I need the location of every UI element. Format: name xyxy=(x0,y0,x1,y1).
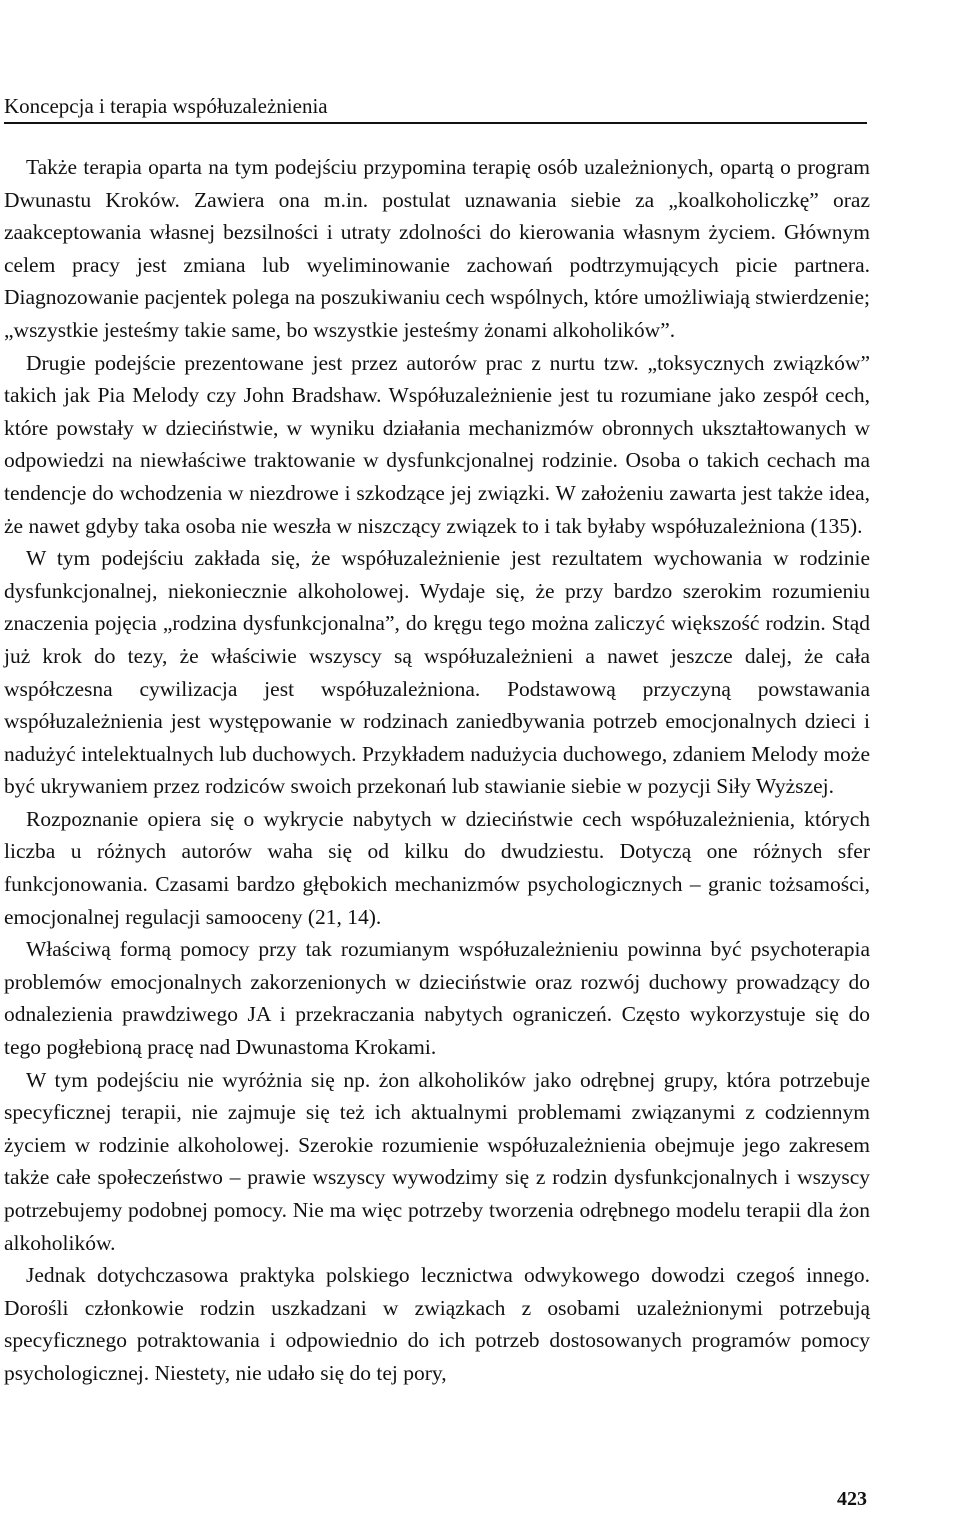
paragraph-5: Właściwą formą pomocy przy tak rozumianym współuzależnieniu powinna być psychoterapia problemów emocjonalnych zakorzenionych w dzieciństwie oraz rozwój duchowy prowadzący do odnalezienia prawdziwego JA i przekraczania nabytych ograniczeń. Często wykorzystuje się do tego pogłebioną pracę nad Dwunastoma Krokami. xyxy=(4,937,870,1060)
paragraph-1: Także terapia oparta na tym podejściu przypomina terapię osób uzależnionych, opartą o program Dwunastu Kroków. Zawiera ona m.in. postulat uznawania siebie za „koalkoholiczkę” oraz zaakceptowania własnej bezsilności i utraty zdolności do kierowania własnym życiem. Głównym celem pracy jest zmiana lub wyeliminowanie zachowań podtrzymujących picie partnera. Diagnozowanie pacjentek polega na poszukiwaniu cech wspólnych, które umożliwiają stwierdzenie; „wszystkie jesteśmy takie same, bo wszystkie jesteśmy żonami alkoholików”. xyxy=(4,155,870,342)
running-header: Koncepcja i terapia współuzależnienia xyxy=(4,94,328,118)
paragraph-6: W tym podejściu nie wyróżnia się np. żon alkoholików jako odrębnej grupy, która potrzebuje specyficznej terapii, nie zajmuje się też ich aktualnymi problemami związanymi z codziennym życiem w rodzinie alkoholowej. Szerokie rozumienie współuzależnienia obejmuje jego zakresem także całe społeczeństwo – prawie wszyscy wywodzimy się z rodzin dysfunkcjonalnych i wszyscy potrzebujemy podobnej pomocy. Nie ma więc potrzeby tworzenia odrębnego modelu terapii dla żon alkoholików. xyxy=(4,1067,870,1255)
body-text xyxy=(4,151,870,1390)
paragraph-4: Rozpoznanie opiera się o wykrycie nabytych w dzieciństwie cech współuzależnienia, których liczba u różnych autorów waha się od kilku do dwudziestu. Dotyczą one różnych sfer funkcjonowania. Czasami bardzo głębokich mechanizmów psychologicznych – granic tożsamości, emocjonalnej regulacji samooceny (21, 14). xyxy=(4,806,870,929)
paragraph-3: W tym podejściu zakłada się, że współuzależnienie jest rezultatem wychowania w rodzinie dysfunkcjonalnej, niekoniecznie alkoholowej. Wydaje się, że przy bardzo szerokim rozumieniu znaczenia pojęcia „rodzina dysfunkcjonalna”, do kręgu tego można zaliczyć większość rodzin. Stąd już krok do tezy, że właściwie wszyscy są współuzależnieni a nawet jeszcze dalej, że cała współczesna cywilizacja jest współuzależniona. Podstawową przyczyną powstawania współuzależnienia jest występowanie w rodzinach zaniedbywania potrzeb emocjonalnych dzieci i nadużyć intelektualnych lub duchowych. Przykładem nadużycia duchowego, zdaniem Melody może być ukrywaniem przez rodziców swoich przekonań lub stawianie siebie w pozycji Siły Wyższej. xyxy=(4,546,870,799)
header-rule xyxy=(4,122,867,124)
paragraph-2: Drugie podejście prezentowane jest przez autorów prac z nurtu tzw. „toksycznych związków” takich jak Pia Melody czy John Bradshaw. Współuzależnienie jest tu rozumiane jako zespół cech, które powstały w dzieciństwie, w wyniku działania mechanizmów obronnych ukształtowanych w odpowiedzi na niewłaściwe traktowanie w dysfunkcjonalnej rodzinie. Osoba o takich cechach ma tendencje do wchodzenia w niezdrowe i szkodzące jej związki. W założeniu zawarta jest także idea, że nawet gdyby taka osoba nie weszła w niszczący związek to i tak byłaby współuzależniona (135). xyxy=(4,350,870,538)
page-number: 423 xyxy=(837,1488,867,1510)
paragraph-7: Jednak dotychczasowa praktyka polskiego lecznictwa odwykowego dowodzi czegoś innego. Dorośli członkowie rodzin uszkadzani w związkach z osobami uzależnionymi potrzebują specyficznego potraktowania i odpowiednio do ich potrzeb dostosowanych programów pomocy psychologicznej. Niestety, nie udało się do tej pory, xyxy=(4,1263,870,1385)
